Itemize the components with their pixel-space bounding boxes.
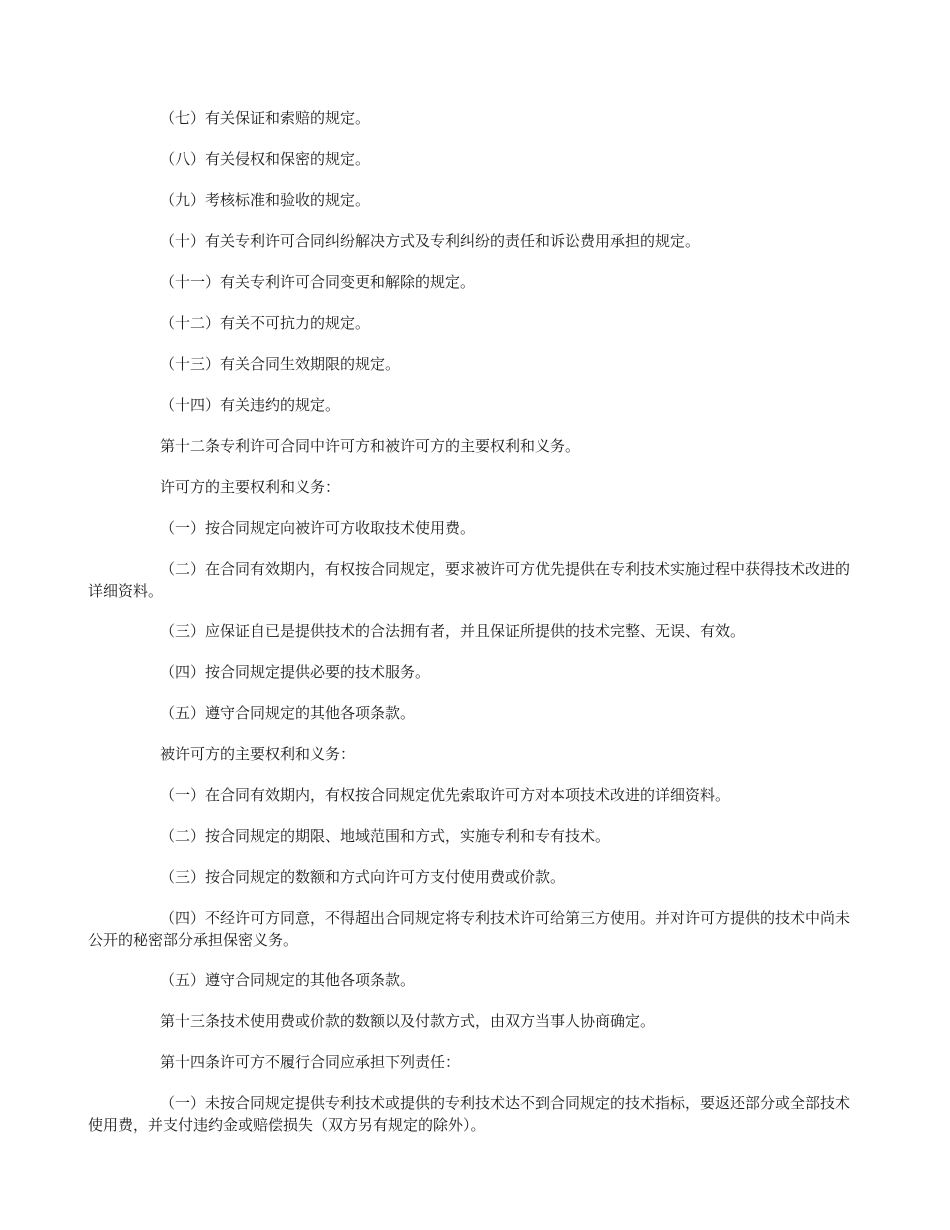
article-12-heading: 第十二条专利许可合同中许可方和被许可方的主要权利和义务。 bbox=[160, 437, 581, 455]
licensee-item-1: （一）在合同有效期内，有权按合同规定优先索取许可方对本项技术改进的详细资料。 bbox=[160, 786, 731, 804]
licensor-item-3: （三）应保证自已是提供技术的合法拥有者，并且保证所提供的技术完整、无误、有效。 bbox=[160, 622, 746, 640]
paragraph-item-10: （十）有关专利许可合同纠纷解决方式及专利纠纷的责任和诉讼费用承担的规定。 bbox=[160, 232, 701, 250]
licensee-item-5: （五）遵守合同规定的其他各项条款。 bbox=[160, 971, 416, 989]
paragraph-item-11: （十一）有关专利许可合同变更和解除的规定。 bbox=[160, 273, 476, 291]
licensor-item-2: （二）在合同有效期内，有权按合同规定，要求被许可方优先提供在专利技术实施过程中获得技术改进的详细资料。 bbox=[88, 560, 851, 600]
article-14-heading: 第十四条许可方不履行合同应承担下列责任： bbox=[160, 1053, 461, 1071]
paragraph-item-13: （十三）有关合同生效期限的规定。 bbox=[160, 355, 401, 373]
article-13: 第十三条技术使用费或价款的数额以及付款方式，由双方当事人协商确定。 bbox=[160, 1012, 656, 1030]
licensee-item-4: （四）不经许可方同意，不得超出合同规定将专利技术许可给第三方使用。并对许可方提供的技术中尚未公开的秘密部分承担保密义务。 bbox=[88, 909, 851, 949]
licensee-rights-heading: 被许可方的主要权利和义务： bbox=[160, 745, 356, 763]
article-14-item-1: （一）未按合同规定提供专利技术或提供的专利技术达不到合同规定的技术指标，要返还部分或全部技术使用费，并支付违约金或赔偿损失（双方另有规定的除外）。 bbox=[88, 1094, 851, 1134]
licensor-item-5: （五）遵守合同规定的其他各项条款。 bbox=[160, 704, 416, 722]
paragraph-item-12: （十二）有关不可抗力的规定。 bbox=[160, 314, 371, 332]
licensor-item-1: （一）按合同规定向被许可方收取技术使用费。 bbox=[160, 519, 476, 537]
licensor-rights-heading: 许可方的主要权利和义务： bbox=[160, 478, 341, 496]
paragraph-item-9: （九）考核标准和验收的规定。 bbox=[160, 191, 371, 209]
paragraph-item-8: （八）有关侵权和保密的规定。 bbox=[160, 150, 371, 168]
licensee-item-2: （二）按合同规定的期限、地域范围和方式，实施专利和专有技术。 bbox=[160, 827, 611, 845]
licensor-item-4: （四）按合同规定提供必要的技术服务。 bbox=[160, 663, 431, 681]
licensee-item-3: （三）按合同规定的数额和方式向许可方支付使用费或价款。 bbox=[160, 868, 566, 886]
paragraph-item-7: （七）有关保证和索赔的规定。 bbox=[160, 109, 371, 127]
paragraph-item-14: （十四）有关违约的规定。 bbox=[160, 396, 341, 414]
